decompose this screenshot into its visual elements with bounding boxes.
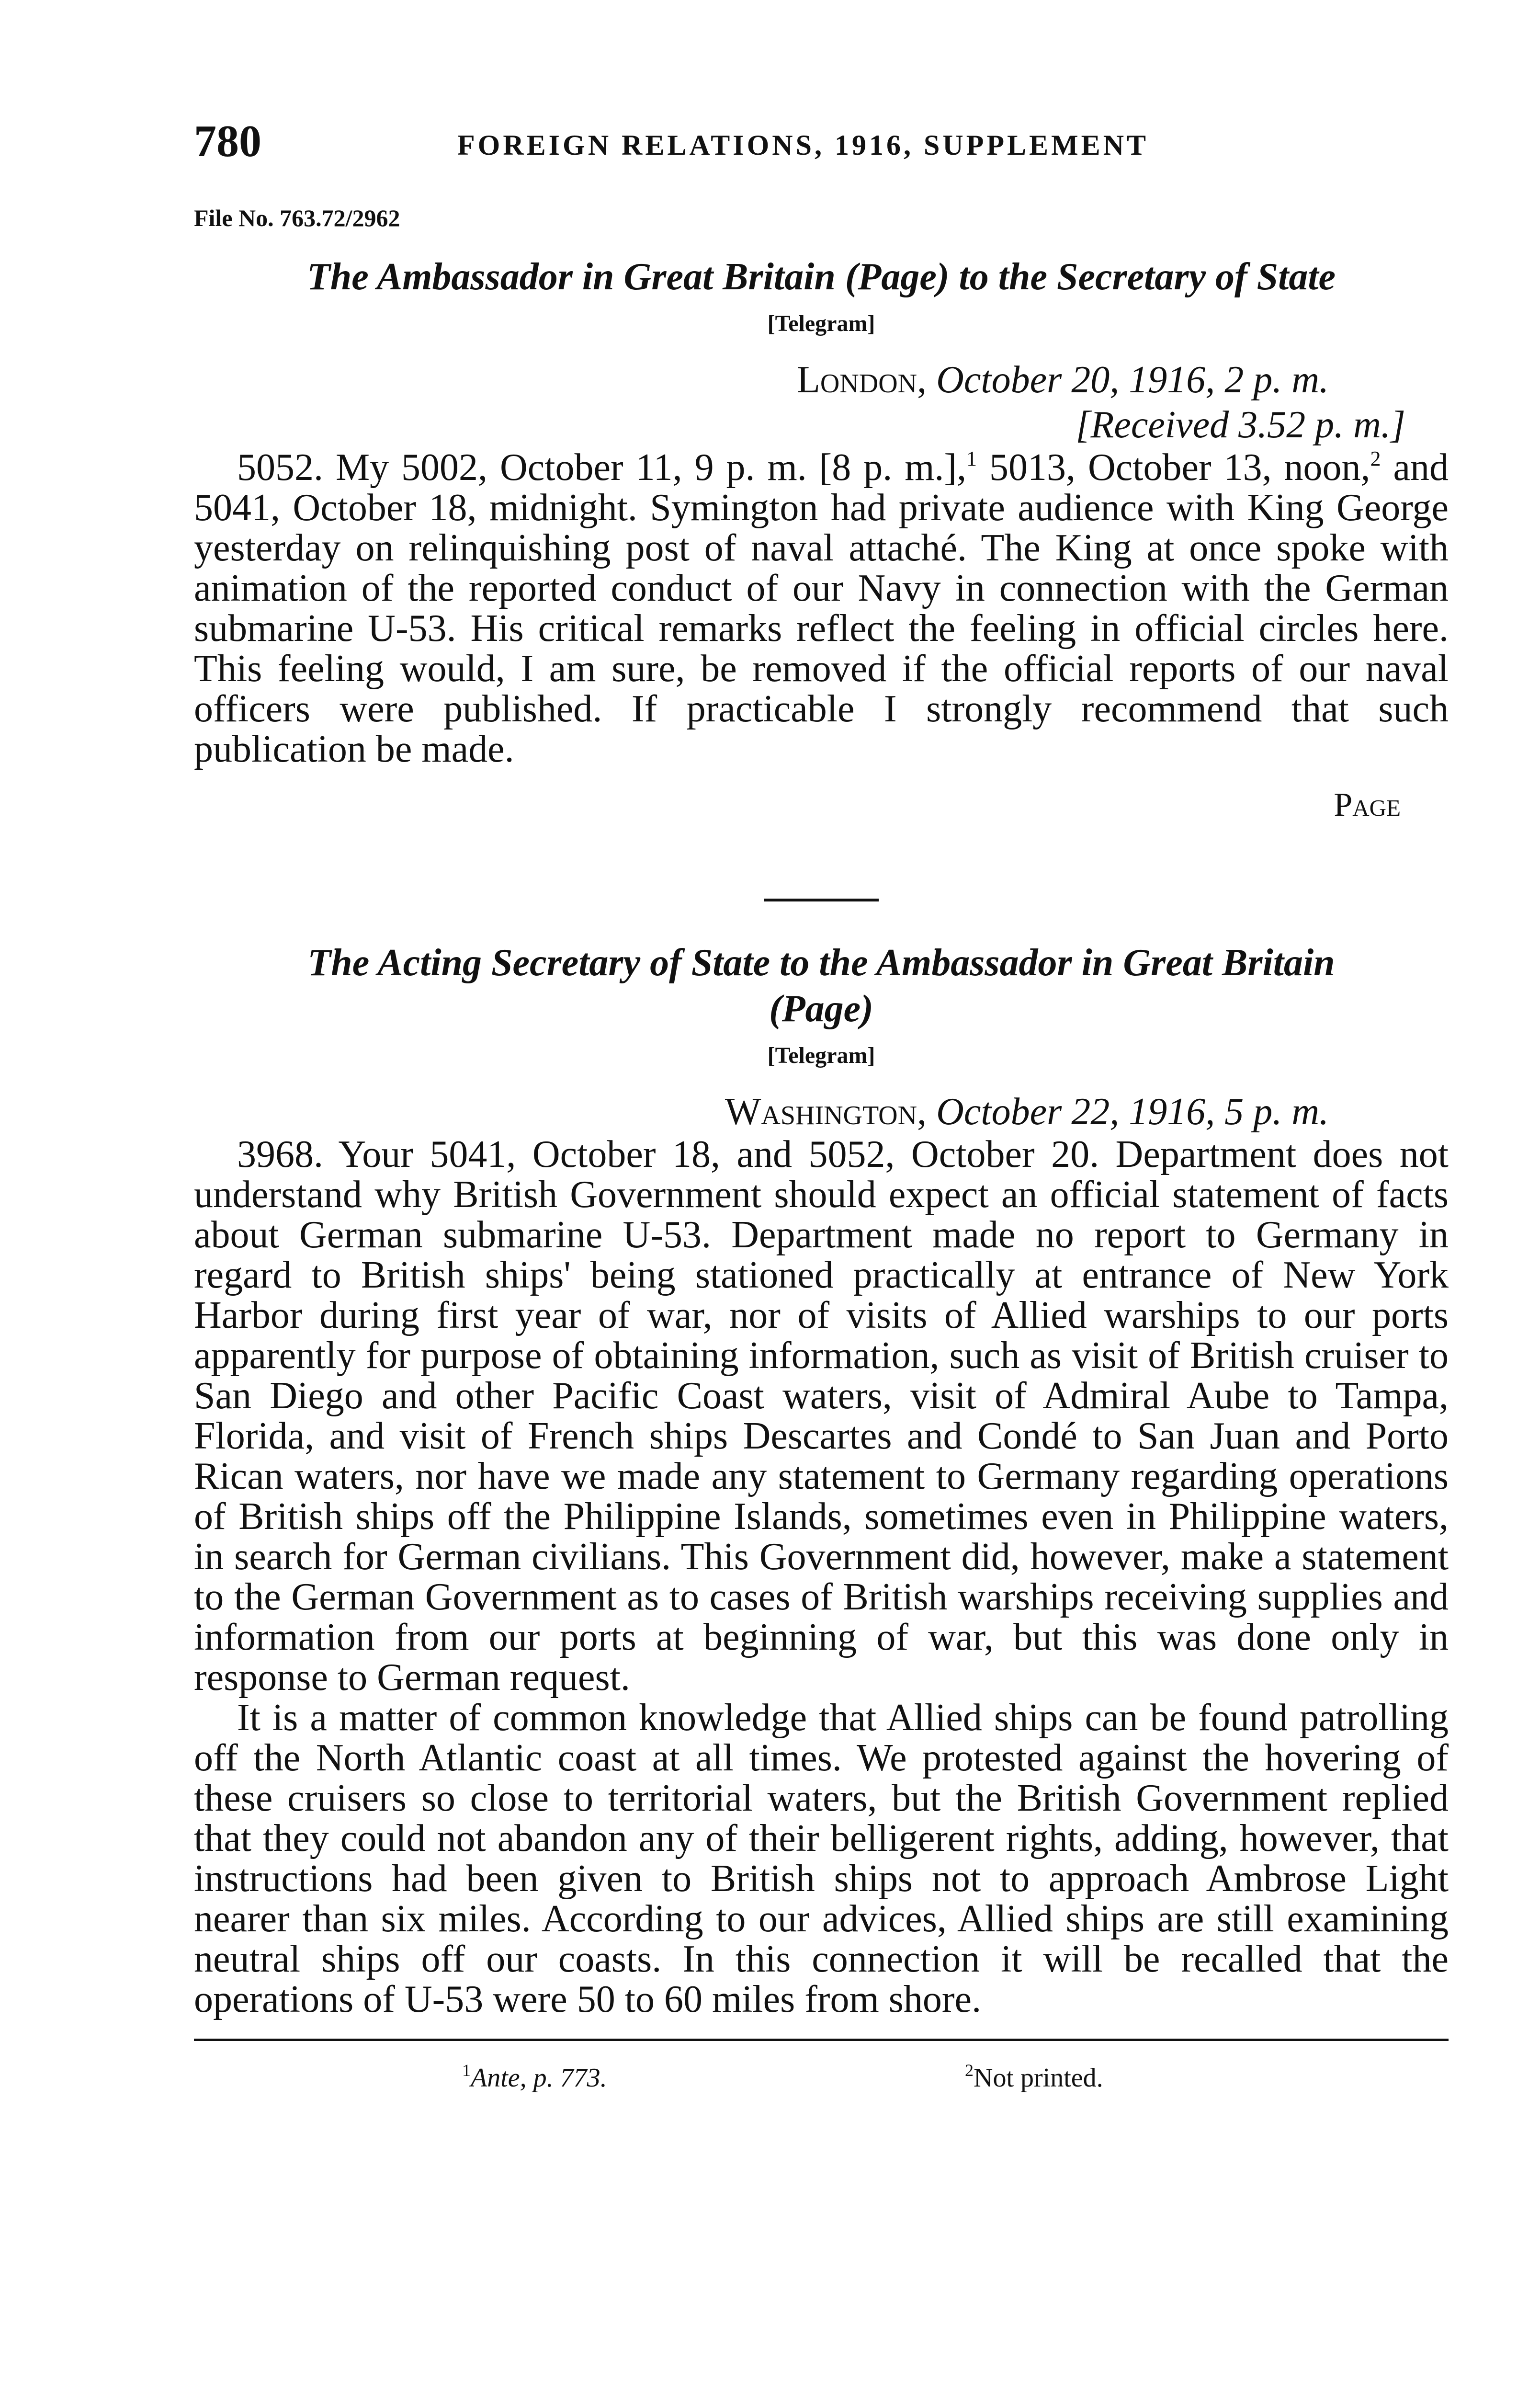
footnote-2-text: Not printed. <box>974 2063 1103 2093</box>
footnote-ref-1: 1 <box>966 447 977 470</box>
file-number: File No. 763.72/2962 <box>194 205 400 231</box>
doc1-dateline-date: October 20, 1916, 2 p. m. <box>936 359 1329 401</box>
footnotes <box>194 2060 1449 2108</box>
footnote-2 <box>965 2060 1103 2093</box>
doc1-signature: Page <box>1334 787 1401 823</box>
doc1-body-part-b: 5013, October 13, noon, <box>977 446 1370 489</box>
doc2-title-line2: (Page) <box>769 988 873 1030</box>
doc1-dateline-city: London, <box>797 359 927 401</box>
doc1-received: [Received 3.52 p. m.] <box>1076 404 1405 446</box>
footnote-1-text: Ante, p. 773. <box>471 2063 607 2093</box>
section-separator <box>764 899 879 901</box>
doc2-paragraph-1: 3968. Your 5041, October 18, and 5052, October 20. Department does not understand why British Government should expect an official statement of facts about German submarine U-53. Department made no report to Germany in regard to British ships' being stationed practically at entrance of New York Harbor during first year of war, nor of visits of Allied warships to our ports apparently for purpose of obtaining information, such as visit of British cruiser to San Diego and other Pacific Coast waters, visit of Admiral Aube to Tampa, Florida, and visit of French ships Descartes and Condé to San Juan and Porto Rican waters, nor have we made any statement to Germany regarding operations of British ships off the Philippine Islands, sometimes even in Philippine waters, in search for German civilians. This Government did, however, make a statement to the German Government as to cases of British warships receiving supplies and information from our ports at beginning of war, but this was done only in response to German request. <box>194 1133 1449 1699</box>
page-number: 780 <box>194 116 261 166</box>
footnote-1-mark: 1 <box>462 2061 471 2080</box>
page-header <box>194 115 1449 168</box>
doc2-dateline-date: October 22, 1916, 5 p. m. <box>936 1091 1329 1133</box>
running-head: FOREIGN RELATIONS, 1916, SUPPLEMENT <box>457 129 1149 161</box>
footnote-rule <box>194 2039 1449 2041</box>
doc1-telegram-label: [Telegram] <box>767 311 875 336</box>
doc1-dateline <box>194 357 1449 402</box>
doc2-dateline <box>194 1089 1449 1134</box>
doc1-title: The Ambassador in Great Britain (Page) to the Secretary of State <box>306 256 1336 298</box>
doc2-title-line1: The Acting Secretary of State to the Ambassador in Great Britain <box>307 942 1335 984</box>
doc1-body-part-a: 5052. My 5002, October 11, 9 p. m. [8 p. m.], <box>237 446 967 489</box>
footnote-2-mark: 2 <box>965 2061 974 2080</box>
doc1-body-part-c: and 5041, October 18, midnight. Symington had private audience with King George yesterday on relinquishing post of naval attaché. The King at once spoke with animation of the reported conduct of our Navy in connection with the German submarine U-53. His critical remarks reflect the feeling in official circles here. This feeling would, I am sure, be removed if the official reports of our naval officers were published. If practicable I strongly recommend that such publication be made. <box>194 446 1449 770</box>
footnote-ref-2: 2 <box>1370 447 1381 470</box>
doc2-title <box>194 940 1449 1032</box>
footnote-1 <box>462 2060 607 2093</box>
doc2-telegram-label: [Telegram] <box>767 1043 875 1068</box>
doc1-body <box>194 447 1449 769</box>
doc2-dateline-city: Washington, <box>725 1091 927 1133</box>
document-page <box>194 115 1449 2108</box>
doc2-paragraph-2: It is a matter of common knowledge that Allied ships can be found patrolling off the North Atlantic coast at all times. We protested against the hovering of these cruisers so close to territorial waters, but the British Government replied that they could not abandon any of their belligerent rights, adding, however, that instructions had been given to British ships not to approach Ambrose Light nearer than six miles. According to our advices, Allied ships are still examining neutral ships off our coasts. In this connection it will be recalled that the operations of U-53 were 50 to 60 miles from shore. <box>194 1697 1449 2020</box>
